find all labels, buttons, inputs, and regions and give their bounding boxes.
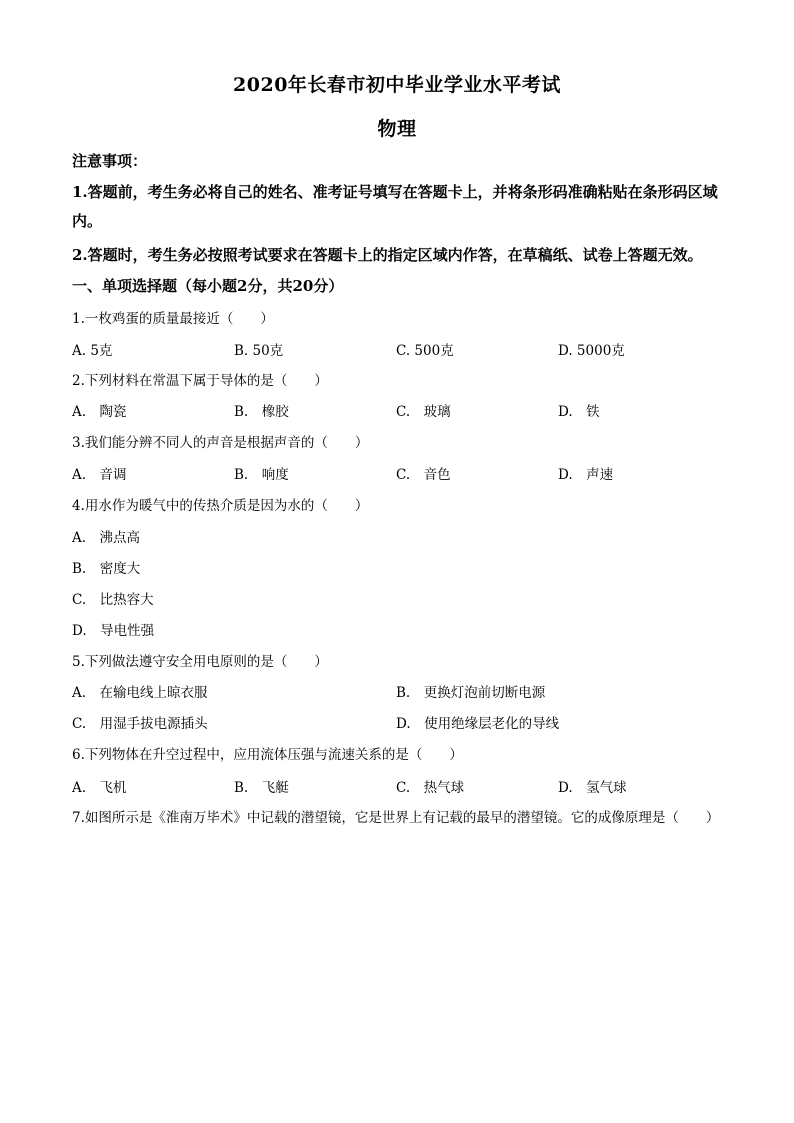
q5-option-d: D. 使用绝缘层老化的导线	[396, 716, 560, 732]
q4-option-c: C. 比热容大	[72, 592, 154, 608]
q1-option-b: B. 50克	[234, 343, 284, 359]
notes-heading: 注意事项：	[72, 152, 148, 170]
q1-option-a: A. 5克	[72, 343, 113, 359]
q3-option-d: D. 声速	[558, 467, 614, 483]
q4-option-a: A. 沸点高	[72, 530, 141, 546]
q2-option-a: A. 陶瓷	[72, 404, 127, 420]
q5-option-a: A. 在输电线上晾衣服	[72, 685, 208, 701]
notes-item-1: 1.答题前，考生务必将自己的姓名、准考证号填写在答题卡上，并将条形码准确粘贴在条形码区域内。	[72, 183, 718, 230]
q4-option-d: D. 导电性强	[72, 623, 155, 639]
q1-option-d: D. 5000克	[558, 343, 625, 359]
q2-option-d: D. 铁	[558, 404, 600, 420]
q3-option-b: B. 响度	[234, 467, 289, 483]
q6-option-c: C. 热气球	[396, 780, 465, 796]
q3-option-c: C. 音色	[396, 467, 451, 483]
question-stem-6: 6.下列物体在升空过程中，应用流体压强与流速关系的是（ ）	[72, 747, 463, 763]
subject-title: 物理	[377, 118, 417, 140]
question-stem-7: 7.如图所示是《淮南万毕术》中记载的潜望镜，它是世界上有记载的最早的潜望镜。它的成像原理是（ ）	[72, 810, 720, 826]
exam-title: 2020年长春市初中毕业学业水平考试	[233, 74, 561, 96]
q6-option-a: A. 飞机	[72, 780, 127, 796]
q2-option-c: C. 玻璃	[396, 404, 451, 420]
q5-option-b: B. 更换灯泡前切断电源	[396, 685, 546, 701]
q6-option-b: B. 飞艇	[234, 780, 289, 796]
q3-option-a: A. 音调	[72, 467, 127, 483]
q4-option-b: B. 密度大	[72, 561, 141, 577]
question-stem-2: 2.下列材料在常温下属于导体的是（ ）	[72, 373, 328, 389]
q2-option-b: B. 橡胶	[234, 404, 289, 420]
q1-option-c: C. 500克	[396, 343, 454, 359]
question-stem-1: 1.一枚鸡蛋的质量最接近（ ）	[72, 311, 274, 327]
question-stem-3: 3.我们能分辨不同人的声音是根据声音的（ ）	[72, 435, 369, 451]
question-stem-5: 5.下列做法遵守安全用电原则的是（ ）	[72, 654, 328, 670]
q5-option-c: C. 用湿手拔电源插头	[72, 716, 208, 732]
notes-item-2: 2.答题时，考生务必按照考试要求在答题卡上的指定区域内作答，在草稿纸、试卷上答题无效。	[72, 246, 703, 264]
q6-option-d: D. 氢气球	[558, 780, 627, 796]
question-stem-4: 4.用水作为暖气中的传热介质是因为水的（ ）	[72, 498, 369, 514]
section-heading: 一、单项选择题（每小题2分，共20分）	[72, 277, 344, 295]
